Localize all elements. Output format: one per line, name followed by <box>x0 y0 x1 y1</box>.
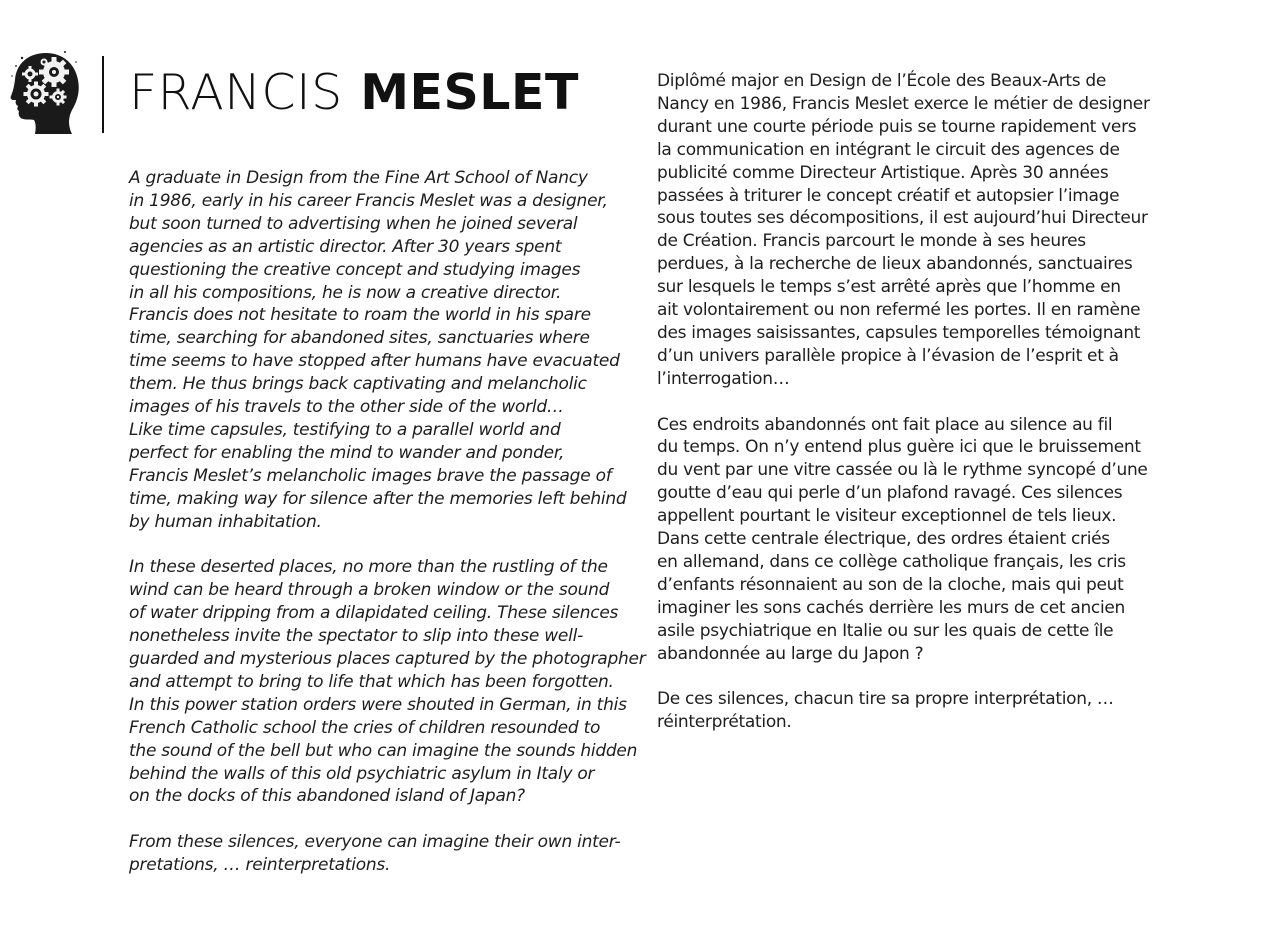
text-line: Diplômé major en Design de l’École des Beaux-Arts de <box>657 71 1107 91</box>
text-line: Like time capsules, testifying to a parallel world and <box>129 419 561 440</box>
header-divider <box>102 56 104 133</box>
text-line: A graduate in Design from the Fine Art School of Nancy <box>129 168 588 188</box>
text-line: du vent par une vitre cassée ou là le rythme syncopé d’une <box>657 460 1148 481</box>
text-line: goutte d’eau qui perle d’un plafond ravagé. Ces silences <box>657 483 1123 504</box>
text-line: French Catholic school the cries of children resounded to <box>129 717 601 738</box>
english-paragraph-2 <box>129 556 646 808</box>
text-line: the sound of the bell but who can imagine the sounds hidden <box>129 740 638 761</box>
text-line: images of his travels to the other side of the world… <box>129 397 564 418</box>
english-paragraph-1 <box>129 167 634 534</box>
text-line: time seems to have stopped after humans have evacuated <box>129 351 620 372</box>
text-line: questioning the creative concept and studying images <box>129 259 581 280</box>
text-line: publicité comme Directeur Artistique. Après 30 années <box>657 162 1109 183</box>
french-column <box>657 70 1167 757</box>
text-line: but soon turned to advertising when he joined several <box>129 213 578 234</box>
text-line: la communication en intégrant le circuit des agences de <box>657 139 1120 160</box>
text-line: en allemand, dans ce collège catholique français, les cris <box>657 552 1126 573</box>
text-line: perdues, à la recherche de lieux abandonnés, sanctuaires <box>657 254 1133 275</box>
text-line: ait volontairement ou non refermé les portes. Il en ramène <box>657 300 1141 321</box>
text-line: d’enfants résonnaient au son de la cloche, mais qui peut <box>657 574 1124 595</box>
text-line: In this power station orders were shouted in German, in this <box>129 694 627 715</box>
page-title <box>129 62 579 124</box>
french-paragraph-1 <box>657 70 1167 391</box>
text-line: passées à triturer le concept créatif et autopsier l’image <box>657 185 1120 206</box>
head-gears-logo-icon <box>10 50 80 135</box>
text-line: time, making way for silence after the memories left behind <box>129 488 627 509</box>
text-line: imaginer les sons cachés derrière les murs de cet ancien <box>657 597 1126 618</box>
text-line: asile psychiatrique en Italie ou sur les quais de cette île <box>657 620 1114 641</box>
text-line: abandonnée au large du Japon ? <box>657 643 924 664</box>
text-line: De ces silences, chacun tire sa propre interprétation, … <box>657 689 1114 710</box>
text-line: agencies as an artistic director. After 30 years spent <box>129 236 562 257</box>
text-line: du temps. On n’y entend plus guère ici que le bruissement <box>657 437 1141 458</box>
text-line: appellent pourtant le visiteur exceptionnel de tels lieux. <box>657 506 1117 527</box>
text-line: In these deserted places, no more than the rustling of the <box>129 557 608 578</box>
text-line: Dans cette centrale électrique, des ordres étaient criés <box>657 529 1110 550</box>
text-line: guarded and mysterious places captured by the photographer <box>129 649 646 670</box>
text-line: Ces endroits abandonnés ont fait place au silence au fil <box>657 414 1113 435</box>
english-paragraph-3 <box>129 831 634 877</box>
text-line: of water dripping from a dilapidated ceiling. These silences <box>129 603 619 624</box>
text-line: in all his compositions, he is now a creative director. <box>129 282 562 303</box>
text-line: Francis Meslet’s melancholic images brave the passage of <box>129 465 612 486</box>
text-line: From these silences, everyone can imagine their own inter- <box>129 832 621 853</box>
text-line: nonetheless invite the spectator to slip into these well- <box>129 626 583 647</box>
text-line: des images saisissantes, capsules temporelles témoignant <box>657 322 1141 343</box>
text-line: perfect for enabling the mind to wander and ponder, <box>129 442 565 463</box>
text-line: on the docks of this abandoned island of Japan? <box>129 786 525 807</box>
text-line: behind the walls of this old psychiatric asylum in Italy or <box>129 763 595 784</box>
english-column <box>129 167 646 900</box>
text-line: Francis does not hesitate to roam the world in his spare <box>129 305 591 326</box>
text-line: d’un univers parallèle propice à l’évasion de l’esprit et à <box>657 345 1119 366</box>
title-last-name: MESLET <box>360 64 579 121</box>
french-paragraph-3 <box>657 688 1167 734</box>
text-line: sous toutes ses décompositions, il est aujourd’hui Directeur <box>657 208 1148 229</box>
text-line: by human inhabitation. <box>129 511 322 532</box>
text-line: l’interrogation… <box>657 368 790 389</box>
title-first-name: FRANCIS <box>129 64 343 121</box>
text-line: time, searching for abandoned sites, sanctuaries where <box>129 328 590 349</box>
text-line: de Création. Francis parcourt le monde à ses heures <box>657 231 1086 252</box>
text-line: wind can be heard through a broken window or the sound <box>129 580 610 601</box>
text-line: and attempt to bring to life that which has been forgotten. <box>129 671 614 692</box>
text-line: durant une courte période puis se tourne rapidement vers <box>657 116 1137 137</box>
text-line: réinterprétation. <box>657 712 792 733</box>
text-line: sur lesquels le temps s’est arrêté après que l’homme en <box>657 277 1121 298</box>
text-line: Nancy en 1986, Francis Meslet exerce le métier de designer <box>657 93 1150 114</box>
text-line: pretations, … reinterpretations. <box>129 855 391 876</box>
french-paragraph-2 <box>657 414 1167 666</box>
text-line: them. He thus brings back captivating and melancholic <box>129 374 587 395</box>
text-line: in 1986, early in his career Francis Meslet was a designer, <box>129 190 608 211</box>
